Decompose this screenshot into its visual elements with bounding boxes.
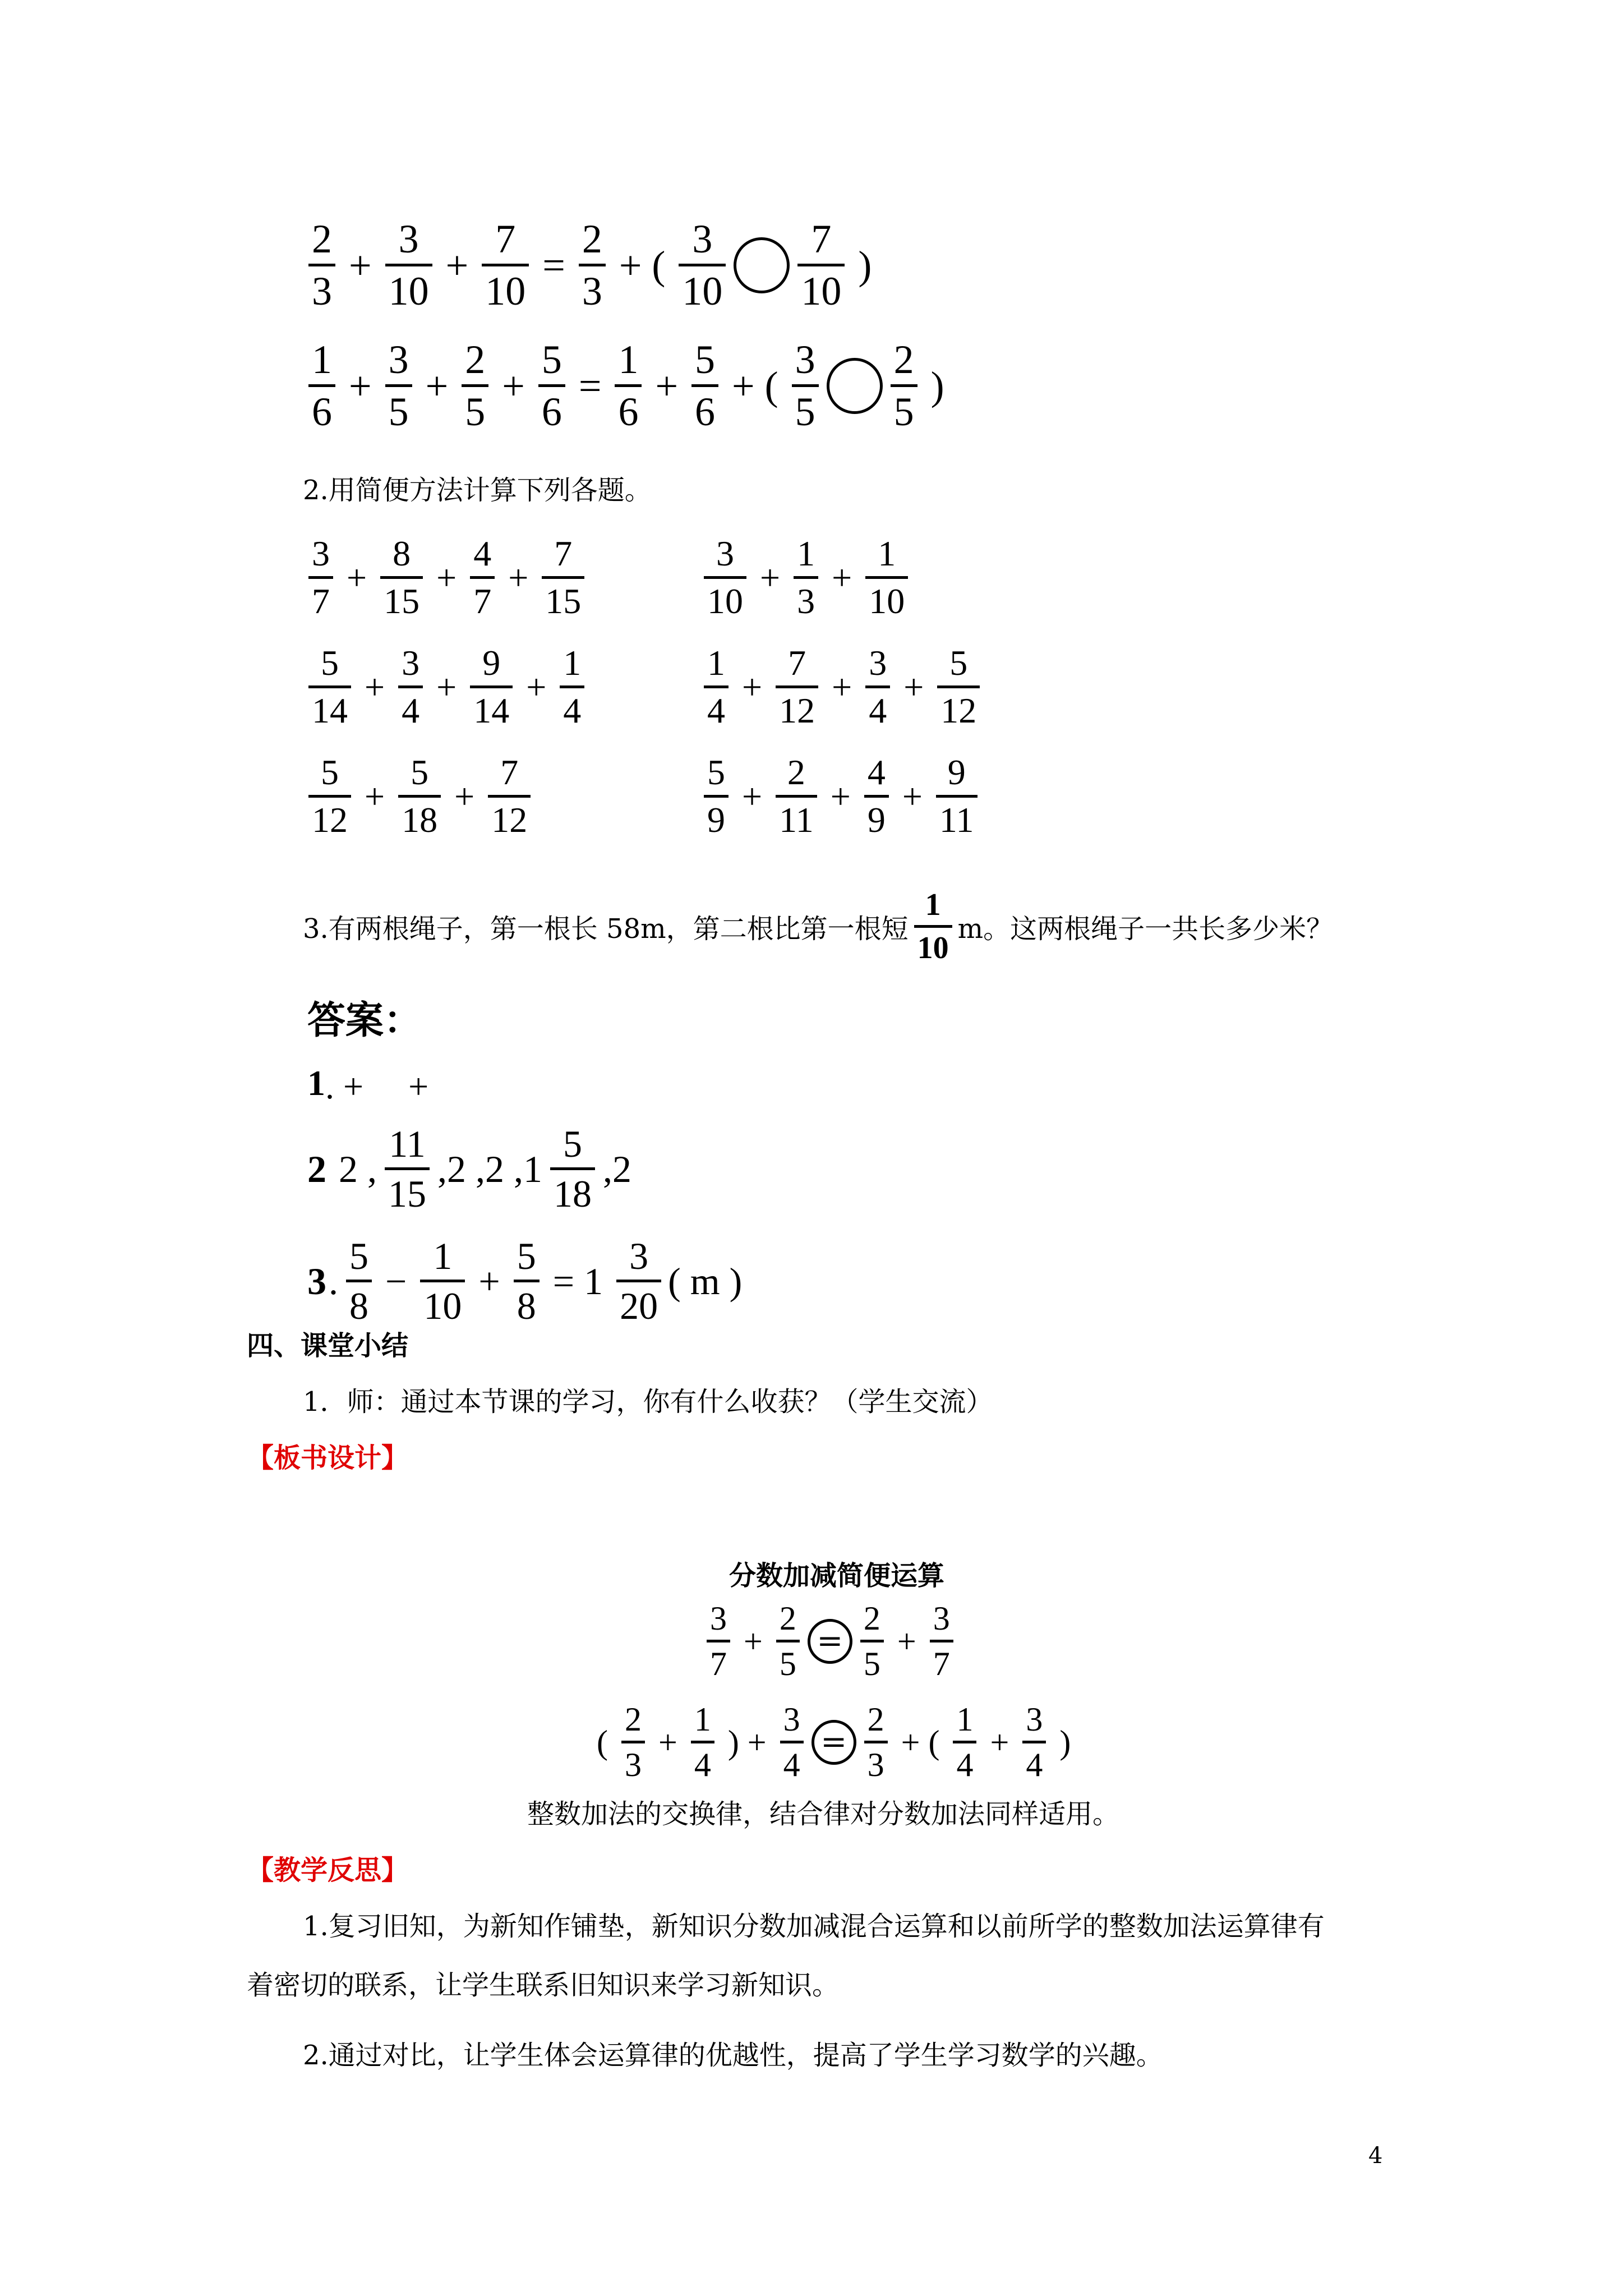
fraction: $\frac{3}{7}$ [930,1602,953,1681]
fraction: $\frac{5}{6}$ [691,339,718,432]
fraction: $\frac{5}{9}$ [704,754,728,838]
fraction: $\frac{4}{9}$ [864,754,889,838]
board-title: 分数加减简便运算 [729,1560,945,1591]
fraction: $\frac{1}{6}$ [308,339,335,432]
fraction: $\frac{5}{14}$ [308,645,351,729]
exercise3 [303,889,1333,964]
answer-text: ,2 [603,1147,631,1190]
exercise2-problem: $\frac{1}{4}$ + $\frac{7}{12}$ + $\frac{3}{4}$ + $\frac{5}{12}$ [698,645,985,729]
exercise2-problem: $\frac{3}{10}$ + $\frac{1}{3}$ + $\frac{1}{10}$ [698,536,914,619]
fraction: $\frac{3}{5}$ [792,339,819,432]
fraction: $\frac{2}{11}$ [776,754,817,838]
fraction: $\frac{5}{12}$ [308,754,351,838]
exercise2-problem: $\frac{5}{14}$ + $\frac{3}{4}$ + $\frac{9}{14}$ + $\frac{1}{4}$ [303,645,590,729]
fraction: $\frac{1}{10}$ [865,536,908,619]
blank-circle [827,358,883,414]
fraction: $\frac{3}{7}$ [308,536,333,619]
answer-label: 3 [307,1259,326,1303]
exercise2-problem: $\frac{5}{9}$ + $\frac{2}{11}$ + $\frac{4}{9}$ + $\frac{9}{11}$ [698,754,983,838]
equals-circle: = [811,1720,856,1765]
blank-circle [734,237,790,293]
fraction: $\frac{2}{5}$ [462,339,488,432]
fraction: $\frac{3}{7}$ [707,1602,730,1681]
fraction: $\frac{3}{4}$ [398,645,423,729]
fraction: $\frac{3}{20}$ [616,1237,661,1325]
fraction: $\frac{3}{5}$ [385,339,412,432]
fraction: $\frac{3}{10}$ [704,536,746,619]
fraction: $\frac{11}{15}$ [385,1125,430,1213]
answer-text: . + + [325,1066,429,1106]
board-note: 整数加法的交换律，结合律对分数加法同样适用。 [527,1798,1120,1830]
fraction: $\frac{5}{6}$ [538,339,565,432]
answer-1 [307,1057,428,1109]
reflection-paragraph: 着密切的联系，让学生联系旧知识来学习新知识。 [247,1970,840,2001]
exercise1-line2: $\frac{1}{6}$ + $\frac{3}{5}$ + $\frac{2}{5}$ + $\frac{5}{6}$ = $\frac{1}{6}$ + $\frac{5}{6}$ + ( $\frac{3}{5}$ $\frac{2}{5}$ ) [303,339,952,432]
fraction: $\frac{5}{18}$ [550,1125,595,1213]
fraction: $\frac{2}{5}$ [860,1602,884,1681]
fraction: $\frac{2}{5}$ [776,1602,800,1681]
summary-heading: 四、课堂小结 [247,1330,409,1361]
fraction: $\frac{1}{3}$ [794,536,818,619]
answer-text: 2 , [339,1147,377,1190]
page-number: 4 [1368,2143,1383,2169]
fraction: $\frac{1}{6}$ [615,339,642,432]
answer-3: 3 . $\frac{5}{8}$ − $\frac{1}{10}$ + $\frac{5}{8}$ = 1 $\frac{3}{20}$ ( m ) [307,1235,743,1327]
answer-2 [307,1122,634,1215]
fraction: $\frac{5}{18}$ [398,754,441,838]
answer-label: 1 [307,1063,325,1103]
answer-text: ,2 ,2 ,1 [437,1147,542,1190]
fraction: $\frac{9}{14}$ [470,645,513,729]
fraction: $\frac{1}{4}$ [691,1703,714,1782]
fraction: $\frac{4}{7}$ [470,536,495,619]
answer-text: = 1 [552,1259,603,1303]
fraction: $\frac{1}{10}$ [420,1237,465,1325]
fraction: $\frac{5}{8}$ [346,1237,372,1325]
fraction: $\frac{3}{4}$ [780,1703,804,1782]
exercise2-problem: $\frac{5}{12}$ + $\frac{5}{18}$ + $\frac{7}{12}$ [303,754,536,838]
fraction: $\frac{2}{3}$ [579,219,606,311]
fraction: $\frac{5}{12}$ [937,645,980,729]
fraction: $\frac{7}{10}$ [797,219,845,311]
fraction: $\frac{3}{10}$ [385,219,432,311]
fraction: $\frac{3}{4}$ [1022,1703,1046,1782]
exercise1-line1: $\frac{2}{3}$ + $\frac{3}{10}$ + $\frac{7}{10}$ = $\frac{2}{3}$ + ( $\frac{3}{10}$ $\frac{7}{10}$ ) [303,219,879,311]
equals-circle: = [808,1619,852,1664]
fraction: $\frac{8}{15}$ [380,536,423,619]
fraction: $\frac{7}{15}$ [542,536,584,619]
exercise2-heading: 2.用简便方法计算下列各题。 [303,475,652,506]
exercise3-text: m。这两根绳子一共长多少米？ [957,913,1334,945]
fraction: $\frac{1}{4}$ [560,645,584,729]
fraction: $\frac{7}{10}$ [482,219,529,311]
fraction: $\frac{9}{11}$ [936,754,978,838]
fraction: $\frac{3}{4}$ [865,645,890,729]
reflection-paragraph: 1.复习旧知，为新知作铺垫，新知识分数加减混合运算和以前所学的整数加法运算律有 [303,1911,1325,1942]
fraction: $\frac{2}{3}$ [308,219,335,311]
fraction: $\frac{3}{10}$ [679,219,726,311]
fraction: $\frac{1}{10}$ [914,889,952,964]
summary-item: 1．师：通过本节课的学习，你有什么收获？（学生交流） [303,1386,993,1418]
reflection-label: 【教学反思】 [247,1855,409,1886]
fraction: $\frac{2}{3}$ [621,1703,645,1782]
board-equation-2: ( $\frac{2}{3}$ + $\frac{1}{4}$ ) + $\frac{3}{4}$ = $\frac{2}{3}$ + ( $\frac{1}{4}$ + $\frac{3}{4}$ ) [597,1701,1071,1783]
exercise3-text: 3.有两根绳子，第一根长 58m，第二根比第一根短 [303,913,909,945]
reflection-paragraph: 2.通过对比，让学生体会运算律的优越性，提高了学生学习数学的兴趣。 [303,2040,1163,2071]
answer-unit: ( m ) [668,1259,743,1303]
fraction: $\frac{2}{5}$ [891,339,917,432]
fraction: $\frac{5}{8}$ [514,1237,540,1325]
exercise2-problem: $\frac{3}{7}$ + $\frac{8}{15}$ + $\frac{4}{7}$ + $\frac{7}{15}$ [303,536,590,619]
fraction: $\frac{1}{4}$ [704,645,728,729]
board-label: 【板书设计】 [247,1442,409,1474]
answer-label: 2 [307,1147,326,1190]
answers-title: 答案： [307,999,422,1043]
fraction: $\frac{1}{4}$ [953,1703,976,1782]
fraction: $\frac{7}{12}$ [488,754,531,838]
board-equation-1: $\frac{3}{7}$ + $\frac{2}{5}$ = $\frac{2}{5}$ + $\frac{3}{7}$ [701,1602,959,1681]
fraction: $\frac{7}{12}$ [776,645,818,729]
fraction: $\frac{2}{3}$ [864,1703,888,1782]
